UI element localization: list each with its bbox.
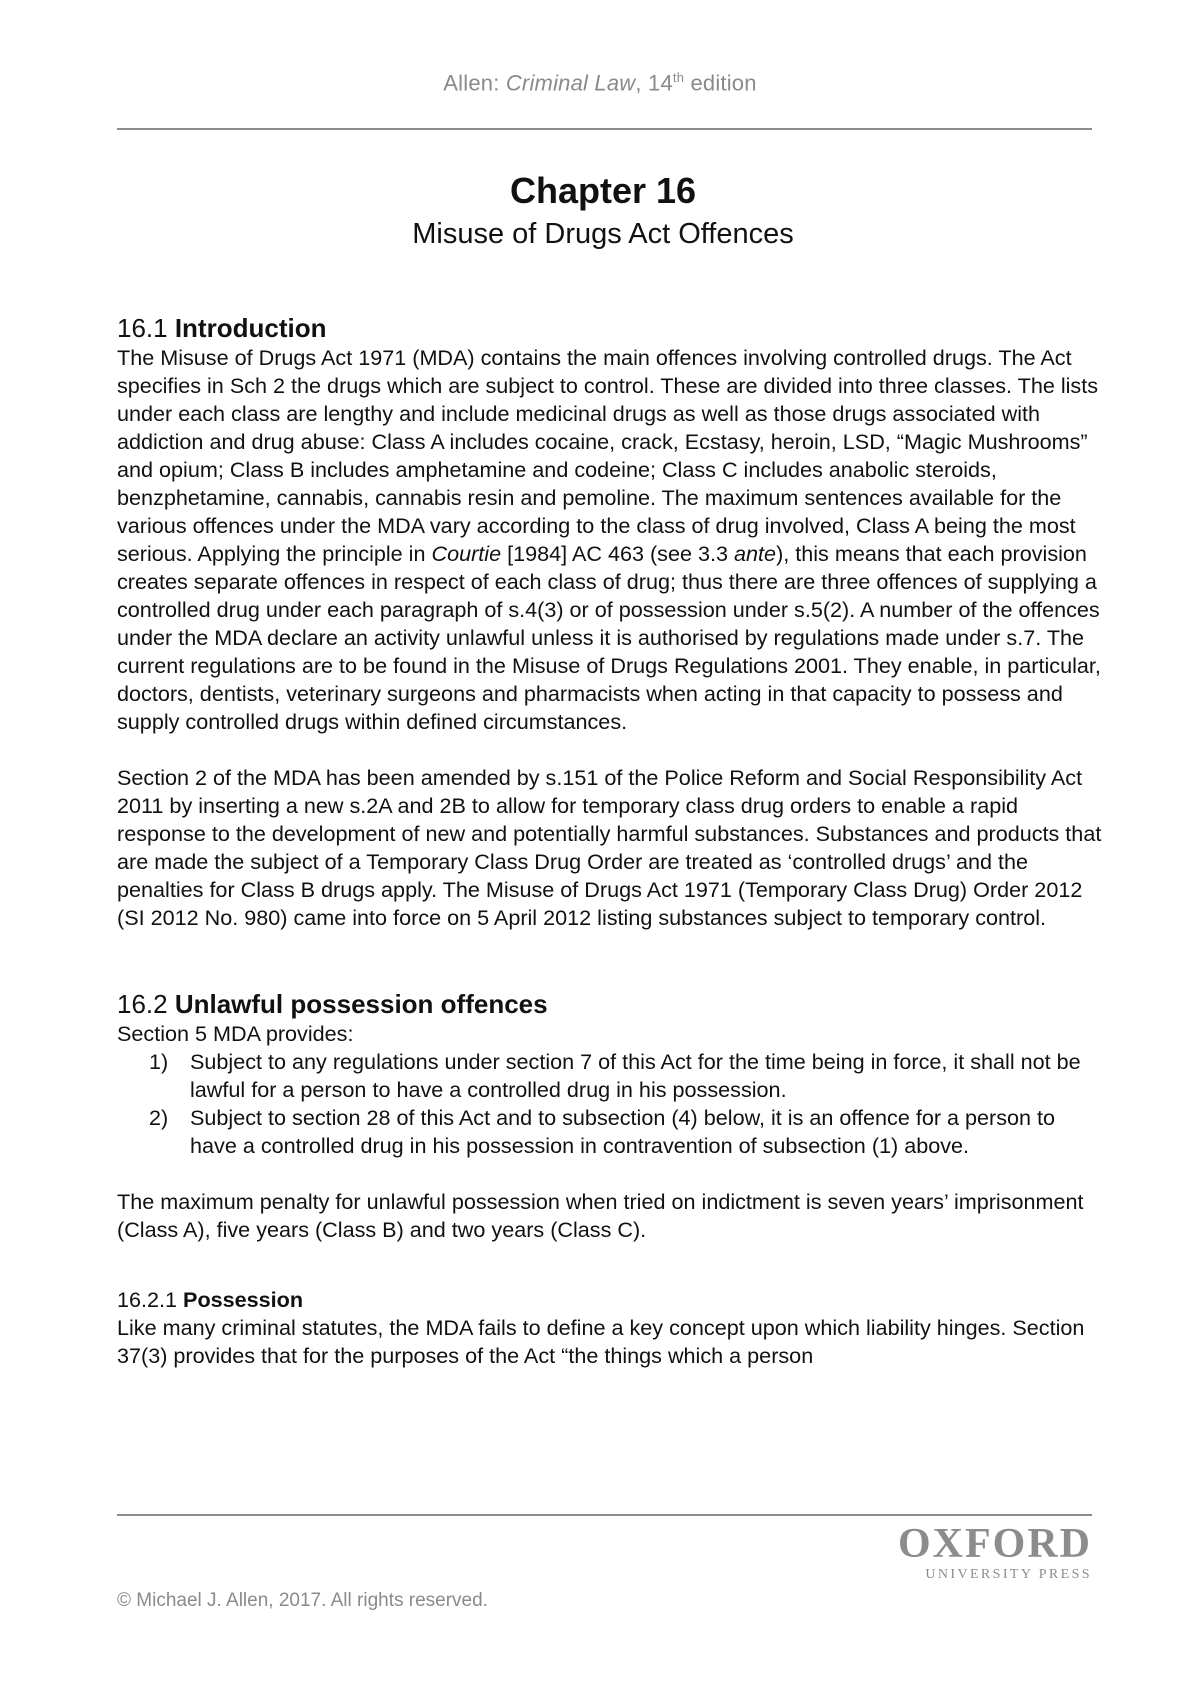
possession-paragraph: Like many criminal statutes, the MDA fails to define a key concept upon which liability hinges. Section 37(3) provides that for the purposes of the Act “the things which a person [117,1315,1085,1368]
section-heading-16-2 [117,988,1102,1020]
body-content [117,312,1102,1370]
section-heading-16-1 [117,312,1102,344]
list-item-number: 1) [149,1049,169,1074]
running-head-book-title: Criminal Law [505,70,636,96]
running-head-edition-word: edition [684,70,757,96]
list-item-text: Subject to section 28 of this Act and to subsection (4) below, it is an offence for a person to have a controlled drug in his possession in contravention of subsection (1) above. [190,1105,1056,1158]
subsection-title: Possession [183,1287,304,1312]
intro-text-part-1: The Misuse of Drugs Act 1971 (MDA) contains the main offences involving controlled drugs. The Act specifies in Sch 2 the drugs which are subject to control. These are divided into three classes. The lists under each class are lengthy and include medicinal drugs as well as those drugs associated with addiction and drug abuse: Class A includes cocaine, crack, Ecstasy, heroin, LSD, “Magic Mushrooms” and opium; Class B includes amphetamine and codeine; Class C includes anabolic steroids, benzphetamine, cannabis, cannabis resin and pemoline. The maximum sentences available for the various offences under the MDA vary according to the class of drug involved, Class A being the most serious. Applying the principle in [117,345,1099,566]
ante-reference: ante [734,541,777,566]
case-name-courtie: Courtie [431,541,502,566]
chapter-title: Misuse of Drugs Act Offences [412,218,794,250]
logo-line-press: UNIVERSITY PRESS [925,1567,1092,1582]
statute-list [117,1048,1102,1160]
section-5-lead: Section 5 MDA provides: [117,1021,354,1046]
section-title: Introduction [174,313,327,343]
list-item [117,1048,1102,1104]
list-item [117,1104,1102,1160]
running-head-edition: , 14 [635,70,673,96]
running-head-edition-suffix: th [672,70,685,85]
introduction-paragraph-1 [117,344,1102,736]
running-head-author: Allen: [443,70,506,96]
footer-rule [117,1514,1092,1516]
section-number: 16.2 [117,989,175,1019]
oxford-logo [880,1522,1092,1584]
copyright-notice: © Michael J. Allen, 2017. All rights reserved. [117,1590,488,1611]
section-title: Unlawful possession offences [174,989,548,1019]
chapter-number: Chapter 16 [509,170,697,211]
logo-line-oxford: OXFORD [898,1521,1092,1567]
penalty-paragraph: The maximum penalty for unlawful possession when tried on indictment is seven years’ imprisonment (Class A), five years (Class B) and two years (Class C). [117,1189,1084,1242]
running-head [0,70,1200,96]
introduction-paragraph-2: Section 2 of the MDA has been amended by s.151 of the Police Reform and Social Responsibility Act 2011 by inserting a new s.2A and 2B to allow for temporary class drug orders to enable a rapid response to the development of new and potentially harmful substances. Substances and products that are made the subject of a Temporary Class Drug Order are treated as ‘controlled drugs’ and the penalties for Class B drugs apply. The Misuse of Drugs Act 1971 (Temporary Class Drug) Order 2012 (SI 2012 No. 980) came into force on 5 April 2012 listing substances subject to temporary control. [117,765,1102,930]
intro-text-part-3: ), this means that each provision creates separate offences in respect of each class of drug; thus there are three offences of supplying a controlled drug under each paragraph of s.4(3) or of possession under s.5(2). A number of the offences under the MDA declare an activity unlawful unless it is authorised by regulations made under s.7. The current regulations are to be found in the Misuse of Drugs Regulations 2001. They enable, in particular, doctors, dentists, veterinary surgeons and pharmacists when acting in that capacity to possess and supply controlled drugs within defined circumstances. [117,541,1101,734]
intro-text-part-2: [1984] AC 463 (see 3.3 [501,541,735,566]
subsection-number: 16.2.1 [117,1287,184,1312]
list-item-number: 2) [149,1105,169,1130]
section-number: 16.1 [117,313,175,343]
header-rule [117,128,1092,130]
subsection-heading-16-2-1 [117,1286,1102,1314]
list-item-text: Subject to any regulations under section 7 of this Act for the time being in force, it shall not be lawful for a person to have a controlled drug in his possession. [190,1049,1081,1102]
